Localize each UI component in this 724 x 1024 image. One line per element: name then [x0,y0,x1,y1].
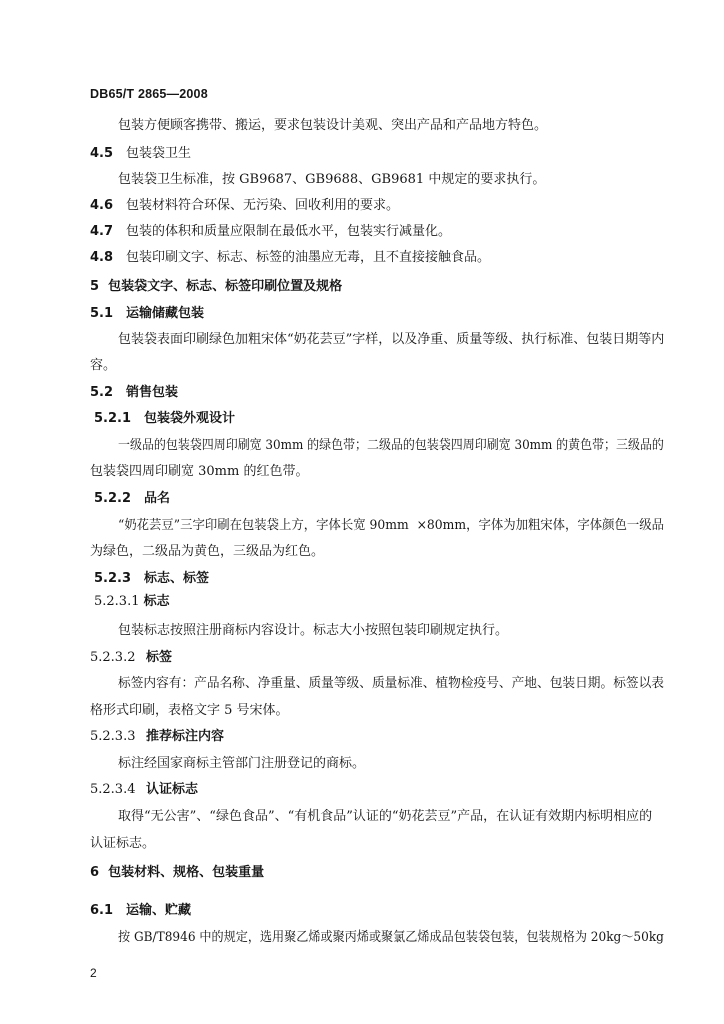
body-line-10: 标签内容有：产品名称、净重量、质量等级、质量标准、植物检疫号、产地、包装日期。标签以表 [118,676,664,691]
section-4-8 [90,250,490,266]
body-line-11: 格形式印刷，表格文字 5 号宋体。 [90,703,289,718]
section-5-1-number: 5.1 [90,306,114,321]
section-4-6 [90,198,399,214]
section-4-7 [90,224,451,240]
section-5-2 [90,385,178,401]
section-5-2-1 [94,411,235,427]
section-6-heading: 6 包装材料、规格、包装重量 [90,865,265,880]
body-line-8: 为绿色，二级品为黄色，三级品为红色。 [90,544,325,559]
section-5-heading: 5 包装袋文字、标志、标签印刷位置及规格 [90,279,343,294]
section-5-2-3-3 [90,729,224,745]
section-5-2-3-2-number: 5.2.3.2 [90,650,136,665]
section-6-1-text: 运输、贮藏 [126,903,192,918]
body-line-13: 取得“无公害”、“绿色食品”、“有机食品”认证的“奶花芸豆”产品，在认证有效期内标明相应的 [118,809,653,824]
section-5-2-3-3-text: 推荐标注内容 [146,729,225,744]
body-line-15: 按 GB/T8946 中的规定，选用聚乙烯或聚丙烯或聚氯乙烯成品包装袋包装，包装规格为 20kg～50kg [118,930,664,945]
section-5-2-text: 销售包装 [126,385,179,400]
section-5-2-1-text: 包装袋外观设计 [144,411,236,426]
section-6-1-number: 6.1 [90,903,114,918]
body-line-5: 一级品的包装袋四周印刷宽 30mm 的绿色带；二级品的包装袋四周印刷宽 30mm 的黄色带；三级品的 [118,438,664,453]
section-4-6-text: 包装材料符合环保、无污染、回收利用的要求。 [126,198,400,213]
page-number: 2 [90,966,97,980]
section-5-2-2 [94,491,170,507]
section-5-2-number: 5.2 [90,385,114,400]
body-line-7: “奶花芸豆”三字印刷在包装袋上方，字体长宽 90mm ×80mm，字体为加粗宋体，字体颜色一级品 [118,518,664,533]
section-5-2-3-4 [90,782,198,798]
section-5-2-3-1 [94,594,170,610]
body-line-4: 容。 [90,358,117,373]
section-5-2-3-2-text: 标签 [146,650,173,665]
body-line-14: 认证标志。 [90,836,156,851]
body-line-9: 包装标志按照注册商标内容设计。标志大小按照包装印刷规定执行。 [118,623,509,638]
section-5-2-3-2 [90,650,172,666]
section-4-8-text: 包装印刷文字、标志、标签的油墨应无毒，且不直接接触食品。 [126,250,491,265]
section-5-2-3-4-number: 5.2.3.4 [90,782,136,797]
section-5-2-3-1-text: 标志 [143,594,170,609]
section-4-5-text: 包装袋卫生 [126,146,192,161]
section-4-5 [90,146,191,162]
section-5-2-3-number: 5.2.3 [94,571,132,586]
document-id: DB65/T 2865—2008 [90,87,208,101]
body-line-12: 标注经国家商标主管部门注册登记的商标。 [118,756,366,771]
section-6-1 [90,903,191,919]
section-5-2-1-number: 5.2.1 [94,411,132,426]
section-4-7-number: 4.7 [90,224,114,239]
section-5-2-3-3-number: 5.2.3.3 [90,729,136,744]
section-5-2-2-number: 5.2.2 [94,491,132,506]
section-5-2-3-4-text: 认证标志 [146,782,199,797]
section-5-1-text: 运输储藏包装 [126,306,205,321]
section-4-7-text: 包装的体积和质量应限制在最低水平，包装实行减量化。 [126,224,452,239]
section-5-2-3 [94,571,209,587]
body-line-6: 包装袋四周印刷宽 30mm 的红色带。 [90,464,309,479]
body-line-1: 包装方便顾客携带、搬运，要求包装设计美观、突出产品和产品地方特色。 [118,118,548,133]
section-4-5-number: 4.5 [90,146,114,161]
section-4-6-number: 4.6 [90,198,114,213]
body-line-3: 包装袋表面印刷绿色加粗宋体“奶花芸豆”字样，以及净重、质量等级、执行标准、包装日期等内 [118,332,665,347]
body-line-2: 包装袋卫生标准，按 GB9687、GB9688、GB9681 中规定的要求执行。 [118,172,546,187]
section-5-2-3-text: 标志、标签 [144,571,210,586]
section-4-8-number: 4.8 [90,250,114,265]
section-5-2-2-text: 品名 [144,491,171,506]
section-5-1 [90,306,204,322]
section-5-2-3-1-number: 5.2.3.1 [94,594,140,609]
